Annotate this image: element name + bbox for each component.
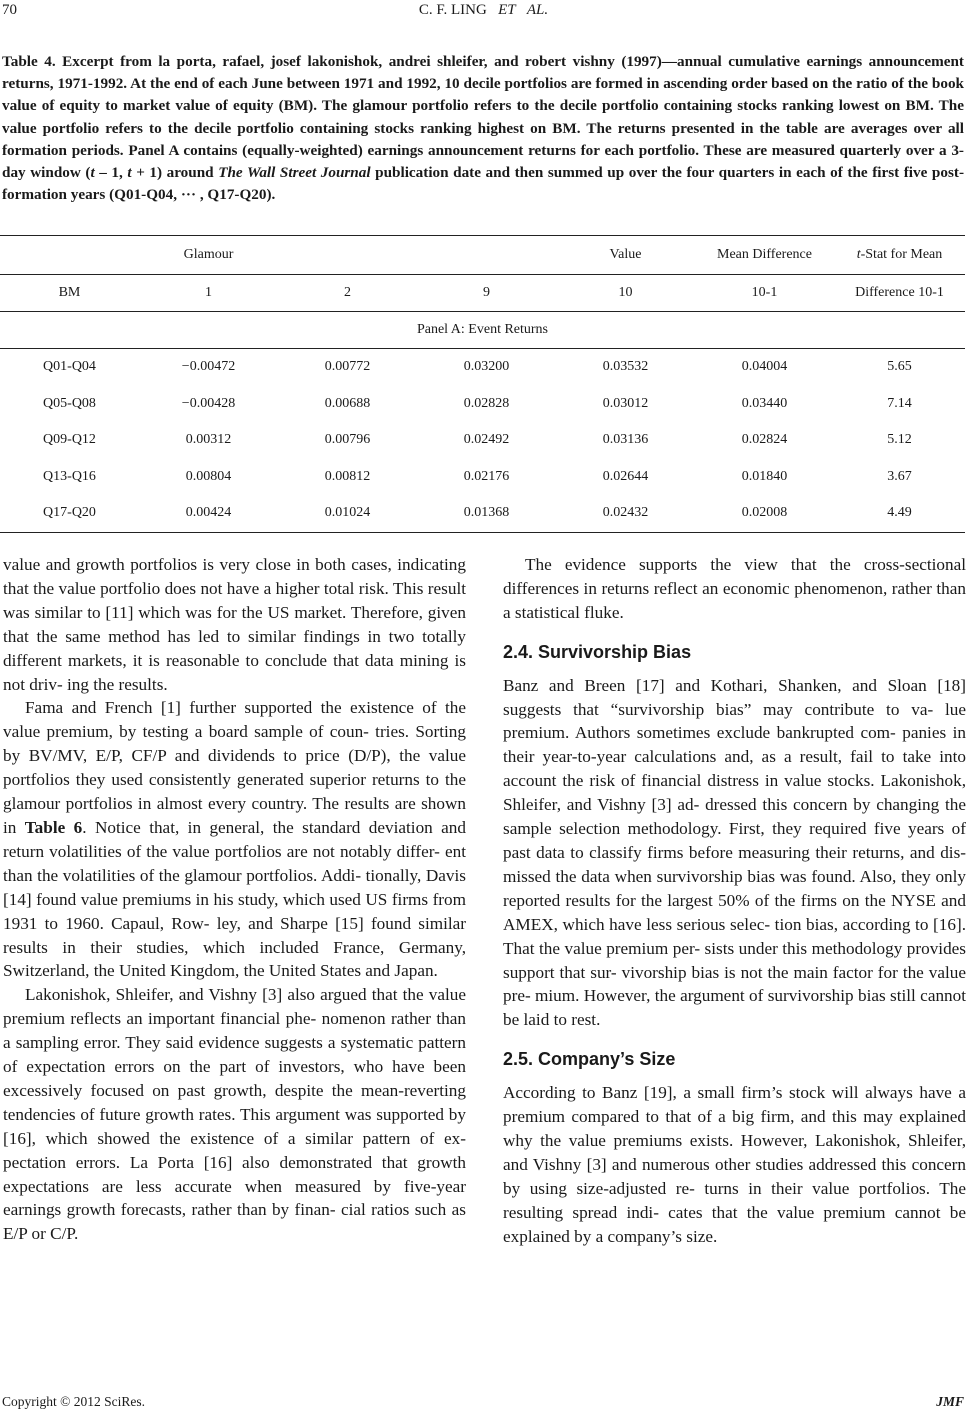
caption-text-4: publication date and then summed up over the four quarters in each of the first five post-formation years (Q01-Q04, ··· , Q17-Q20). [2, 164, 964, 204]
table-cell: 4.49 [834, 495, 965, 532]
table-cell: 0.01368 [417, 495, 556, 532]
table-cell: 0.02008 [695, 495, 834, 532]
table-row [0, 459, 965, 496]
table-cell: 0.00688 [324, 395, 371, 411]
page-number: 70 [2, 2, 17, 18]
table-header-row-2 [0, 275, 965, 312]
table-cell: 0.02824 [741, 432, 788, 448]
running-head [0, 2, 967, 19]
panel-label: Panel A: Event Returns [0, 312, 965, 349]
table-cell: −0.00472 [139, 349, 278, 386]
page-footer [0, 1394, 967, 1414]
running-head-et: ET [498, 2, 516, 18]
running-head-al: AL. [526, 2, 549, 18]
results-table [0, 235, 965, 533]
header-value: Value [556, 236, 695, 275]
paragraph-text: Fama and French [1] further supported the existence of the value premium, by testing a board sample of coun- tries. Sorting by BV/MV, E/P, CF/P and dividends to price (D/P), the value portfolios they used consistently generated superior returns to the glamour portfolios in almost every country. The results are shown in [3, 698, 466, 837]
panel-row [0, 312, 965, 349]
section-heading-company-size: 2.5. Company’s Size [503, 1049, 676, 1070]
paragraph: According to Banz [19], a small firm’s stock will always have a premium compared to that of a big firm, and this may explained why the value premiums exists. However, Lakonishok, Shleifer, and Vishny [3] and numerous other studies addressed this concern by using size-adjusted re- turns in their value portfolios. The resulting spread indi- cates that the value premium cannot be explained by a company’s size. [503, 1083, 966, 1246]
table-cell: 0.03136 [602, 432, 649, 448]
table-cell: 7.14 [887, 395, 912, 411]
header-empty [417, 236, 556, 275]
paragraph: value and growth portfolios is very close in both cases, indicating that the value portfolio does not have a higher total risk. This result was similar to [11] which was for the US market. Therefore, given that the same method has led to similar findings in two totally different markets, it is reasonable to conclude that data mining is not driv- ing the results. [3, 555, 466, 694]
table-cell: 3.67 [887, 468, 912, 484]
table-row [0, 422, 965, 459]
paragraph: Banz and Breen [17] and Kothari, Shanken, and Sloan [18] suggests that “survivorship bias” may contribute to va- lue premium. Authors sometimes exclude bankrupted com- panies in their year-to-year calculations and, as a result, fail to take into account the risk of financial distress in value stocks. Lakonishok, Shleifer, and Vishny [3] ad- dressed this concern by changing the sample selection methodology. First, they required five years of past data to classify firms before measuring their returns, and dis- missed the data when survivorship bias was found. Also, they only reported results for the largest 50% of the firms on the NYSE and AMEX, which have less serious selec- tion bias, according to [16]. That the value premium per- sists under this methodology provides support that sur- vivorship bias is not the main factor for the value pre- mium. However, the argument of survivorship bias still cannot be laid to rest. [503, 675, 966, 1030]
paragraph [3, 696, 466, 983]
table-cell: 0.01024 [278, 495, 417, 532]
running-head-author: C. F. LING [418, 2, 487, 18]
header-glamour: Glamour [0, 236, 417, 275]
caption-journal: The Wall Street Journal [218, 164, 371, 182]
table-row [0, 386, 965, 423]
header-difference-10-1: Difference 10-1 [834, 275, 965, 312]
table-header-row-1 [0, 236, 965, 275]
caption-text-1: Table 4. Excerpt from la porta, rafael, josef lakonishok, andrei shleifer, and robert vishny (1997)—annual cumulative earnings announcement returns, 1971-1992. At the end of each June between 1971 and 1992, 10 decile portfolios are formed in ascending order based on the ratio of the book value of equity to market value of equity (BM). The glamour portfolio refers to the decile portfolio containing stocks ranking lowest on BM. The value portfolio refers to the decile portfolio containing stocks ranking highest on BM. The returns presented in the table are averages over all formation periods. Panel A contains (equally-weighted) earnings announcement returns for each portfolio. These are measured quarterly over a 3-day window ( [2, 53, 964, 182]
header-decile-10: 10 [556, 275, 695, 312]
header-tstat-t: t [856, 247, 861, 262]
page-header [0, 0, 967, 30]
table-cell: 0.02644 [602, 468, 649, 484]
header-decile-9: 9 [417, 275, 556, 312]
table-cell: Q01-Q04 [0, 349, 139, 386]
table-cell: 5.65 [834, 349, 965, 386]
section-heading-survivorship-bias: 2.4. Survivorship Bias [503, 641, 692, 662]
caption-text-2: – 1, [94, 164, 128, 182]
header-10-1: 10-1 [695, 275, 834, 312]
right-column [503, 553, 966, 1248]
table-cell: 0.03012 [602, 395, 649, 411]
table-cell: 0.02828 [463, 395, 510, 411]
table-cell: 0.04004 [695, 349, 834, 386]
table-cell: 0.03440 [741, 395, 788, 411]
table-cell: 0.00772 [278, 349, 417, 386]
table-row [0, 495, 965, 532]
table-cell: 0.02492 [463, 432, 510, 448]
table-caption [2, 51, 964, 206]
table-cell: 0.00424 [139, 495, 278, 532]
table-cell: 0.03532 [556, 349, 695, 386]
header-bm: BM [0, 275, 139, 312]
caption-t-1: t [90, 164, 95, 182]
table-row [0, 349, 965, 386]
header-mean-difference: Mean Difference [695, 236, 834, 275]
header-decile-1: 1 [139, 275, 278, 312]
table-cell: 0.01840 [741, 468, 788, 484]
copyright-notice: Copyright © 2012 SciRes. [2, 1394, 146, 1409]
paragraph: Lakonishok, Shleifer, and Vishny [3] also argued that the value premium reflects an important financial phe- nomenon rather than a sampling error. They said evidence suggests a systematic pattern of expectation errors on the part of investors, who have been excessively focused on past growth, despite the mean-reverting tendencies of future growth rates. This argument was supported by [16], which showed the existence of a similar pattern of ex- pectation errors. La Porta [16] also demonstrated that growth expectations are less accurate when measured by five-year earnings growth forecasts, rather than by finan- cial ratios such as E/P or C/P. [3, 985, 466, 1244]
table-cell: 0.00312 [185, 432, 232, 448]
table-cell: 0.00804 [185, 468, 232, 484]
table-cell: Q13-Q16 [43, 468, 96, 484]
table-cell: 0.00812 [324, 468, 371, 484]
journal-abbreviation: JMF [936, 1394, 964, 1409]
paragraph: The evidence supports the view that the cross-sectional differences in returns reflect an economic phenomenon, rather than a statistical fluke. [503, 555, 966, 622]
header-tstat-rest: -Stat for Mean [860, 247, 943, 262]
table-cell: −0.00428 [181, 395, 236, 411]
paragraph-text: . Notice that, in general, the standard deviation and return volatilities of the value portfolios are not notably differ- ent than the volatilities of the glamour portfolios. Addi- tionally, Davis [14] found value premiums in his study, which used US firms from 1931 to 1960. Capaul, Row- ley, and Sharpe [15] found similar results in their studies, which included France, Germany, Switzerland, the United Kingdom, the United States and Japan. [3, 817, 466, 981]
header-decile-2: 2 [278, 275, 417, 312]
table-cell: 0.02432 [556, 495, 695, 532]
table-cell: 0.03200 [417, 349, 556, 386]
table-cell: 5.12 [887, 432, 912, 448]
caption-text-3: + 1) around [131, 164, 219, 182]
table-cell: 0.00796 [324, 432, 371, 448]
table-cell: Q17-Q20 [0, 495, 139, 532]
caption-t-2: t [127, 164, 132, 182]
header-tstat [834, 236, 965, 275]
table-cell: 0.02176 [463, 468, 510, 484]
table-cell: Q05-Q08 [43, 395, 96, 411]
left-column [3, 553, 466, 1246]
table-6-link[interactable]: Table 6 [24, 817, 83, 837]
table-cell: Q09-Q12 [43, 432, 96, 448]
